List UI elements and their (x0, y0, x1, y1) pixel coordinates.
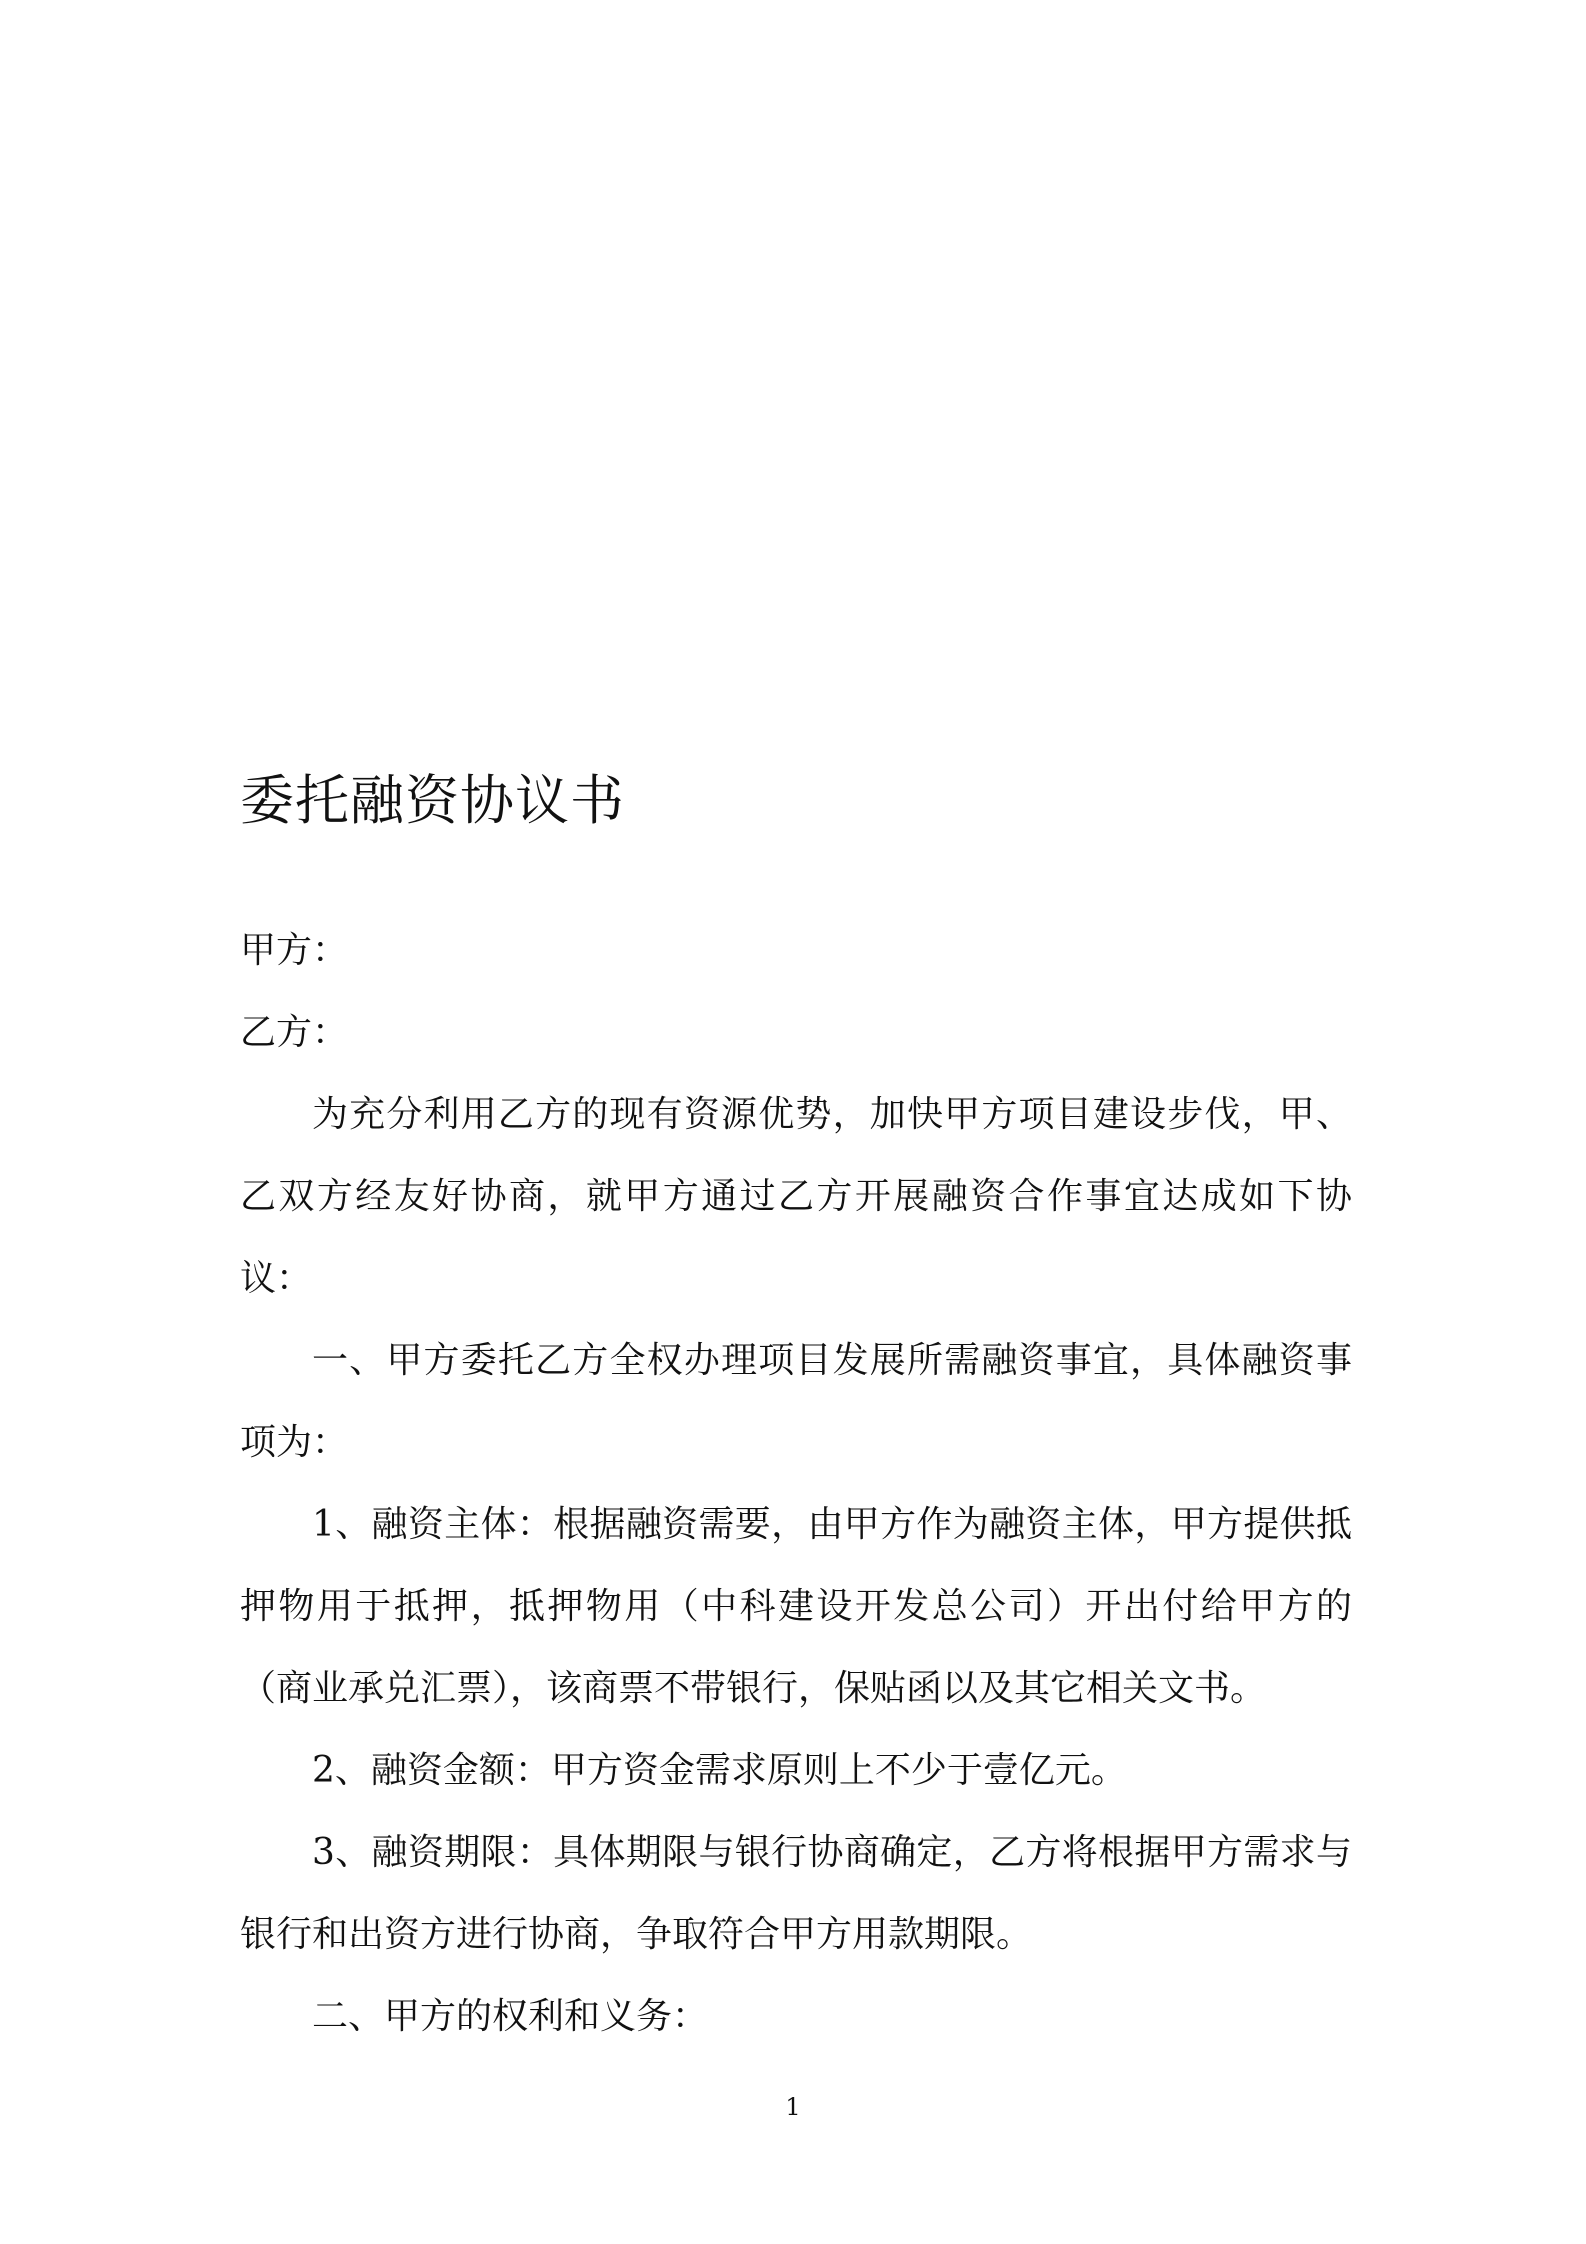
financing-amount-paragraph: 2、融资金额：甲方资金需求原则上不少于壹亿元。 (312, 1750, 1127, 1791)
party-a-line: 甲方： (240, 930, 349, 971)
section-two-heading: 二、甲方的权利和义务： (312, 1996, 709, 2037)
page-number: 1 (785, 2093, 801, 2121)
party-b-line: 乙方： (240, 1012, 349, 1053)
document-body (240, 910, 1352, 2058)
document-title: 委托融资协议书 (240, 769, 625, 833)
financing-subject-paragraph: 1、融资主体：根据融资需要，由甲方作为融资主体，甲方提供抵押物用于抵押，抵押物用（中科建设开发总公司）开出付给甲方的（商业承兑汇票），该商票不带银行，保贴函以及其它相关文书。 (240, 1504, 1352, 1709)
financing-term-paragraph: 3、融资期限：具体期限与银行协商确定，乙方将根据甲方需求与银行和出资方进行协商，争取符合甲方用款期限。 (240, 1832, 1352, 1955)
section-one-heading-paragraph: 一、甲方委托乙方全权办理项目发展所需融资事宜，具体融资事项为： (240, 1340, 1352, 1463)
intro-paragraph: 为充分利用乙方的现有资源优势，加快甲方项目建设步伐，甲、乙双方经友好协商，就甲方通过乙方开展融资合作事宜达成如下协议： (240, 1094, 1352, 1299)
